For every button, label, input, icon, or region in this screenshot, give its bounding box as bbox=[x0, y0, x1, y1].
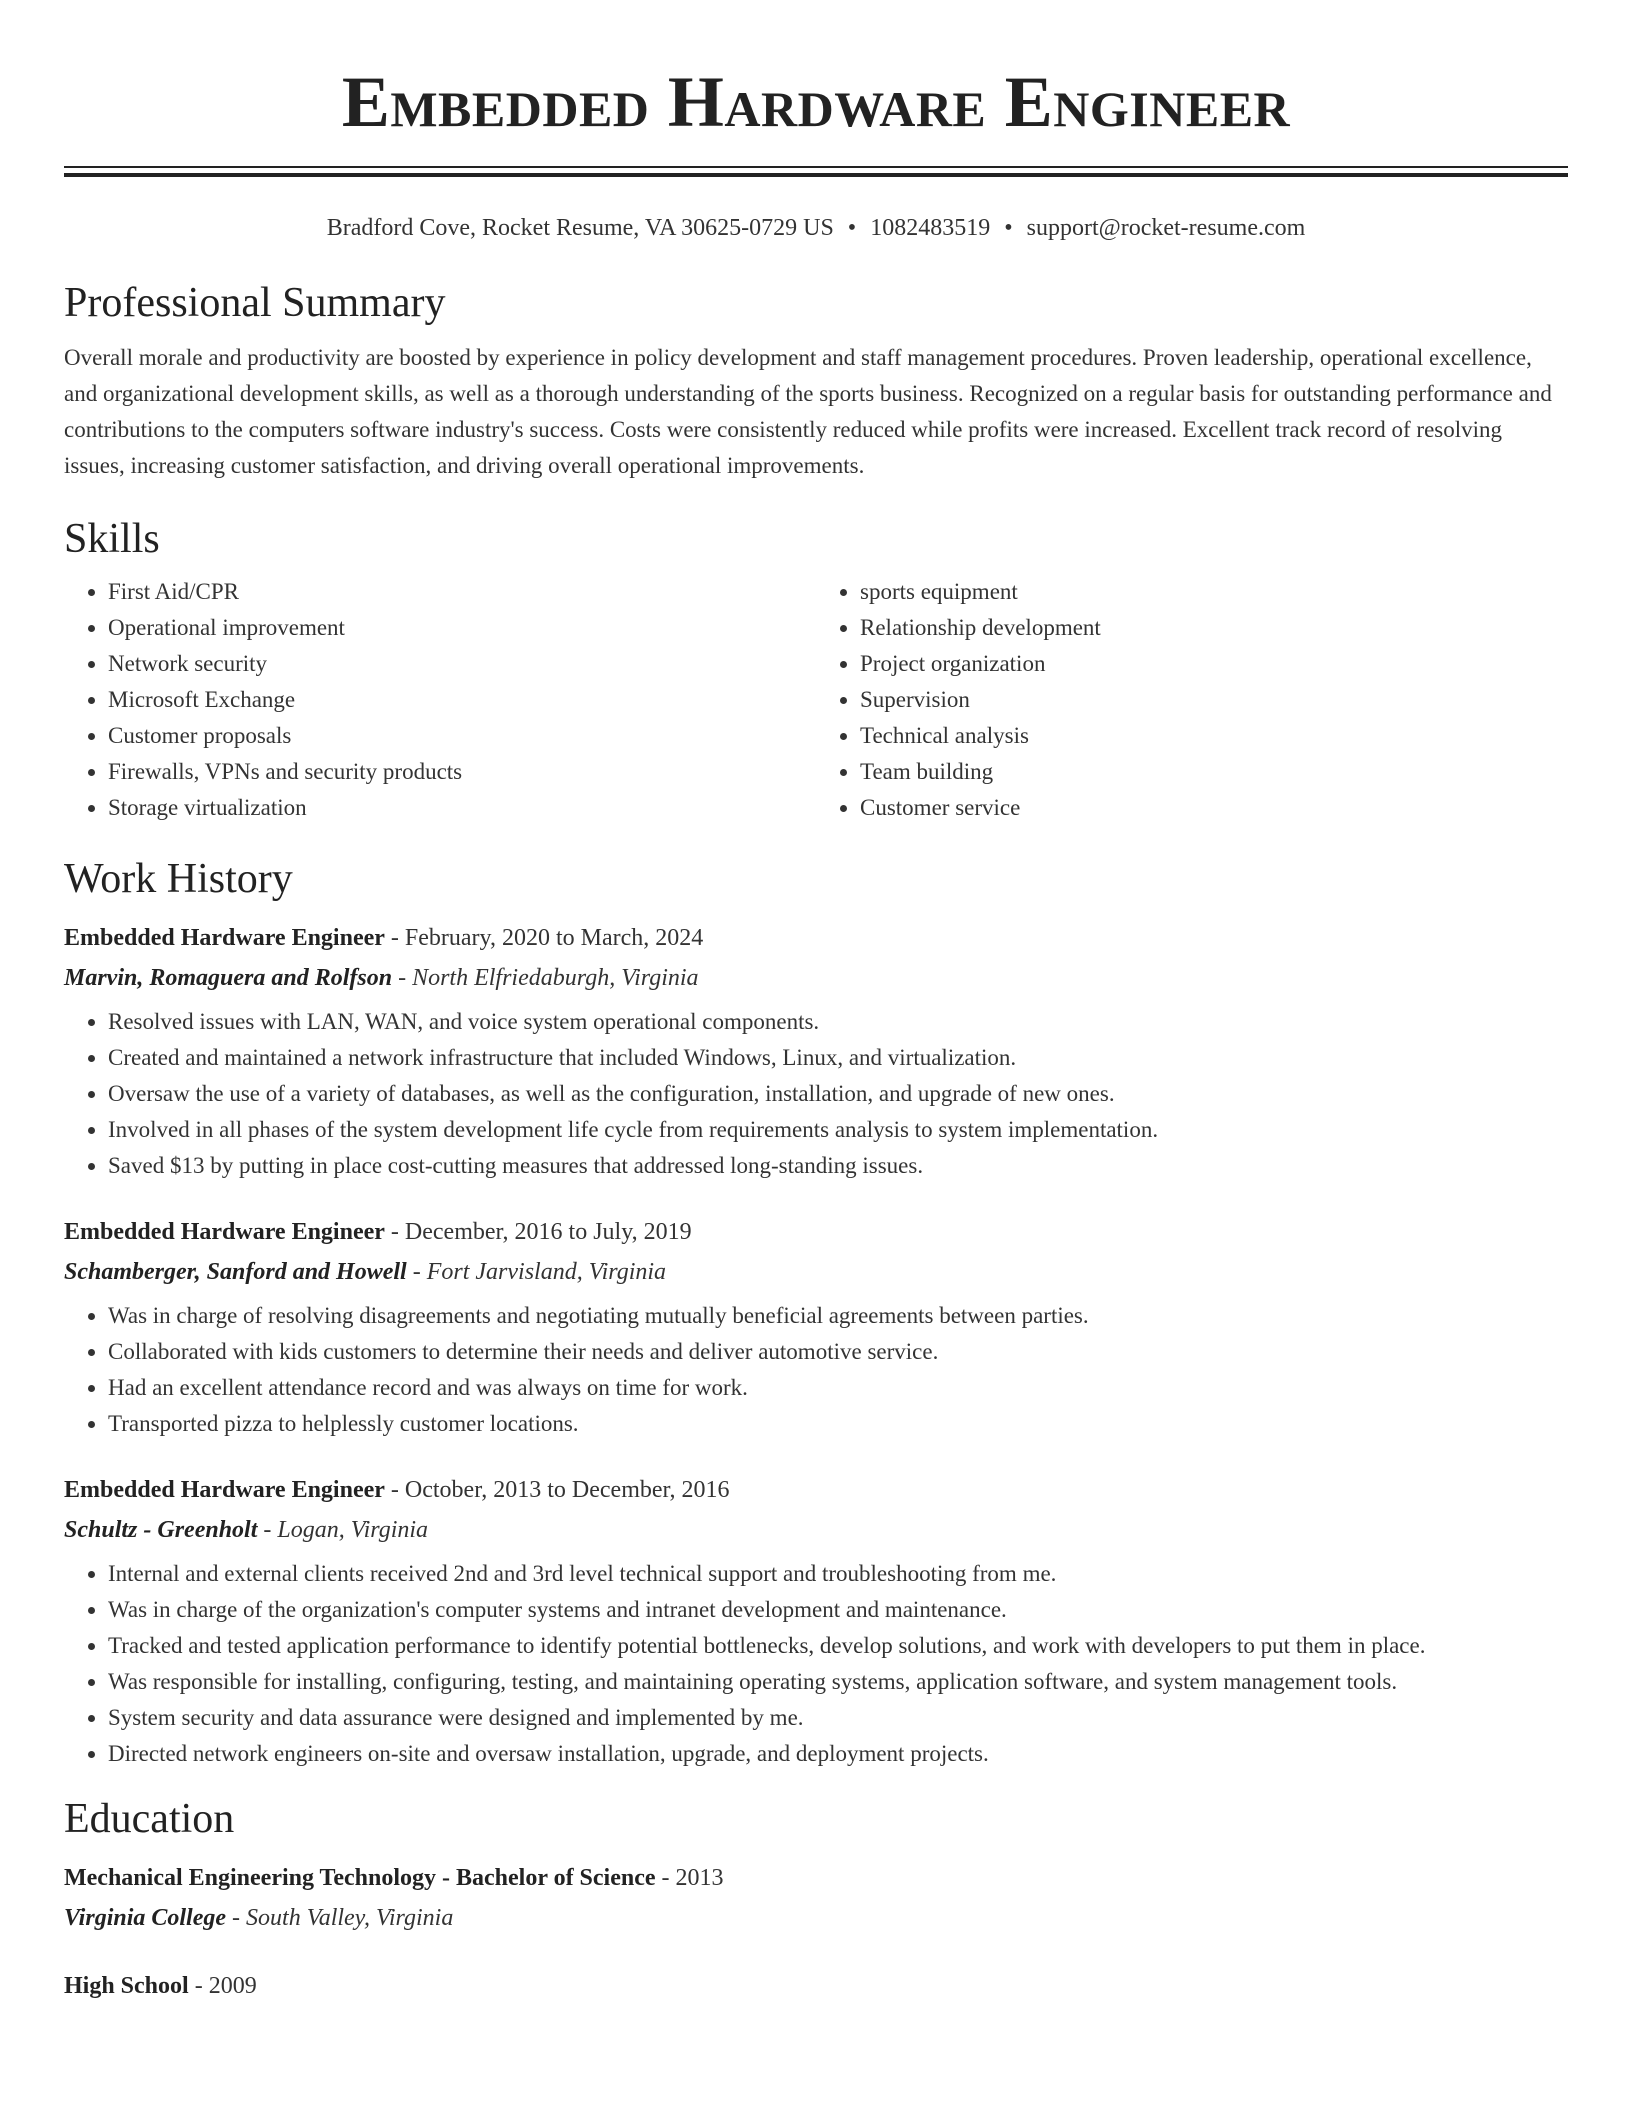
job-title: Embedded Hardware Engineer bbox=[64, 1477, 385, 1503]
skill-item: • sports equipment bbox=[860, 574, 1568, 610]
skill-item: • Technical analysis bbox=[860, 718, 1568, 754]
job-dates: - December, 2016 to July, 2019 bbox=[390, 1219, 692, 1245]
summary-section bbox=[64, 278, 1568, 484]
job-bullet: • Oversaw the use of a variety of databases, as well as the configuration, installation, and upgrade of new ones. bbox=[108, 1076, 1568, 1112]
contact-phone: 1082483519 bbox=[870, 215, 991, 241]
job-bullet: • Saved $13 by putting in place cost-cutting measures that addressed long-standing issues. bbox=[108, 1148, 1568, 1184]
skill-item: • Firewalls, VPNs and security products bbox=[108, 754, 816, 790]
job-location: - Fort Jarvisland, Virginia bbox=[412, 1259, 667, 1285]
job-dates: - October, 2013 to December, 2016 bbox=[390, 1477, 730, 1503]
job-title: Embedded Hardware Engineer bbox=[64, 925, 385, 951]
skill-item: • Microsoft Exchange bbox=[108, 682, 816, 718]
job-bullet: • Resolved issues with LAN, WAN, and voice system operational components. bbox=[108, 1004, 1568, 1040]
education-header bbox=[64, 1858, 1568, 1898]
job-company: Schamberger, Sanford and Howell bbox=[64, 1259, 407, 1285]
skill-item: • Customer proposals bbox=[108, 718, 816, 754]
education-school-line bbox=[64, 1898, 1568, 1938]
resume-page bbox=[64, 0, 1568, 2006]
contact-email: support@rocket-resume.com bbox=[1026, 215, 1306, 241]
job-bullet: • Directed network engineers on-site and oversaw installation, upgrade, and deployment projects. bbox=[108, 1736, 1568, 1772]
work-history-heading: Work History bbox=[64, 856, 293, 902]
skills-list-left bbox=[64, 574, 816, 826]
skills-heading: Skills bbox=[64, 516, 160, 562]
job-entry bbox=[64, 1212, 1568, 1442]
job-company: Marvin, Romaguera and Rolfson bbox=[64, 965, 393, 991]
education-entry bbox=[64, 1966, 1568, 2006]
contact-separator: • bbox=[1004, 215, 1013, 241]
skill-item: • Supervision bbox=[860, 682, 1568, 718]
skills-list-right bbox=[816, 574, 1568, 826]
education-section bbox=[64, 1794, 1568, 2006]
skill-item: • Storage virtualization bbox=[108, 790, 816, 826]
education-school: Virginia College bbox=[64, 1905, 227, 1931]
title-rule-thin bbox=[64, 166, 1568, 168]
job-header bbox=[64, 1212, 1568, 1252]
job-bullet: • Tracked and tested application performance to identify potential bottlenecks, develop solutions, and work with developers to put them in place. bbox=[108, 1628, 1568, 1664]
contact-address: Bradford Cove, Rocket Resume, VA 30625-0729 US bbox=[326, 215, 834, 241]
job-bullet: • Internal and external clients received 2nd and 3rd level technical support and troubleshooting from me. bbox=[108, 1556, 1568, 1592]
skills-section bbox=[64, 514, 1568, 826]
job-bullet: • Involved in all phases of the system development life cycle from requirements analysis to system implementation. bbox=[108, 1112, 1568, 1148]
job-bullet: • Transported pizza to helplessly customer locations. bbox=[108, 1406, 1568, 1442]
job-header bbox=[64, 918, 1568, 958]
job-dates: - February, 2020 to March, 2024 bbox=[390, 925, 704, 951]
summary-heading: Professional Summary bbox=[64, 280, 446, 326]
resume-title: Embedded Hardware Engineer bbox=[341, 62, 1291, 142]
job-employer bbox=[64, 958, 1568, 998]
job-bullet: • Had an excellent attendance record and was always on time for work. bbox=[108, 1370, 1568, 1406]
job-bullet: • Was responsible for installing, configuring, testing, and maintaining operating systems, application software, and system management tools. bbox=[108, 1664, 1568, 1700]
job-title: Embedded Hardware Engineer bbox=[64, 1219, 385, 1245]
education-location: - South Valley, Virginia bbox=[232, 1905, 454, 1931]
job-bullets bbox=[64, 1556, 1568, 1772]
job-entry bbox=[64, 1470, 1568, 1772]
education-entry bbox=[64, 1858, 1568, 1938]
job-employer bbox=[64, 1252, 1568, 1292]
education-year: - 2013 bbox=[661, 1865, 724, 1891]
job-bullets bbox=[64, 1298, 1568, 1442]
job-company: Schultz - Greenholt bbox=[64, 1517, 258, 1543]
education-degree: Mechanical Engineering Technology - Bachelor of Science bbox=[64, 1865, 656, 1891]
education-heading: Education bbox=[64, 1796, 235, 1842]
skill-item: • First Aid/CPR bbox=[108, 574, 816, 610]
education-year: - 2009 bbox=[194, 1973, 257, 1999]
job-bullet: • Was in charge of resolving disagreements and negotiating mutually beneficial agreements between parties. bbox=[108, 1298, 1568, 1334]
job-header bbox=[64, 1470, 1568, 1510]
job-bullet: • Collaborated with kids customers to determine their needs and deliver automotive service. bbox=[108, 1334, 1568, 1370]
job-bullet: • System security and data assurance were designed and implemented by me. bbox=[108, 1700, 1568, 1736]
summary-text: Overall morale and productivity are boosted by experience in policy development and staff management procedures. Proven leadership, operational excellence, and organizational development skills, as well as a thorough understanding of the sports business. Recognized on a regular basis for outstanding performance and contributions to the computers software industry's success. Costs were consistently reduced while profits were increased. Excellent track record of resolving issues, increasing customer satisfaction, and driving overall operational improvements. bbox=[64, 345, 1552, 478]
work-history-section bbox=[64, 854, 1568, 1772]
skills-columns bbox=[64, 574, 1568, 826]
skill-item: • Customer service bbox=[860, 790, 1568, 826]
skill-item: • Relationship development bbox=[860, 610, 1568, 646]
contact-line bbox=[64, 213, 1568, 243]
job-employer bbox=[64, 1510, 1568, 1550]
job-bullet: • Was in charge of the organization's computer systems and intranet development and maintenance. bbox=[108, 1592, 1568, 1628]
skill-item: • Operational improvement bbox=[108, 610, 816, 646]
title-rule-thick bbox=[64, 173, 1568, 177]
contact-separator: • bbox=[847, 215, 857, 241]
job-entry bbox=[64, 918, 1568, 1184]
skill-item: • Network security bbox=[108, 646, 816, 682]
job-location: - North Elfriedaburgh, Virginia bbox=[398, 965, 699, 991]
education-header bbox=[64, 1966, 1568, 2006]
education-degree: High School bbox=[64, 1973, 189, 1999]
job-location: - Logan, Virginia bbox=[263, 1517, 429, 1543]
skill-item: • Team building bbox=[860, 754, 1568, 790]
job-bullet: • Created and maintained a network infrastructure that included Windows, Linux, and virtualization. bbox=[108, 1040, 1568, 1076]
skill-item: • Project organization bbox=[860, 646, 1568, 682]
job-bullets bbox=[64, 1004, 1568, 1184]
